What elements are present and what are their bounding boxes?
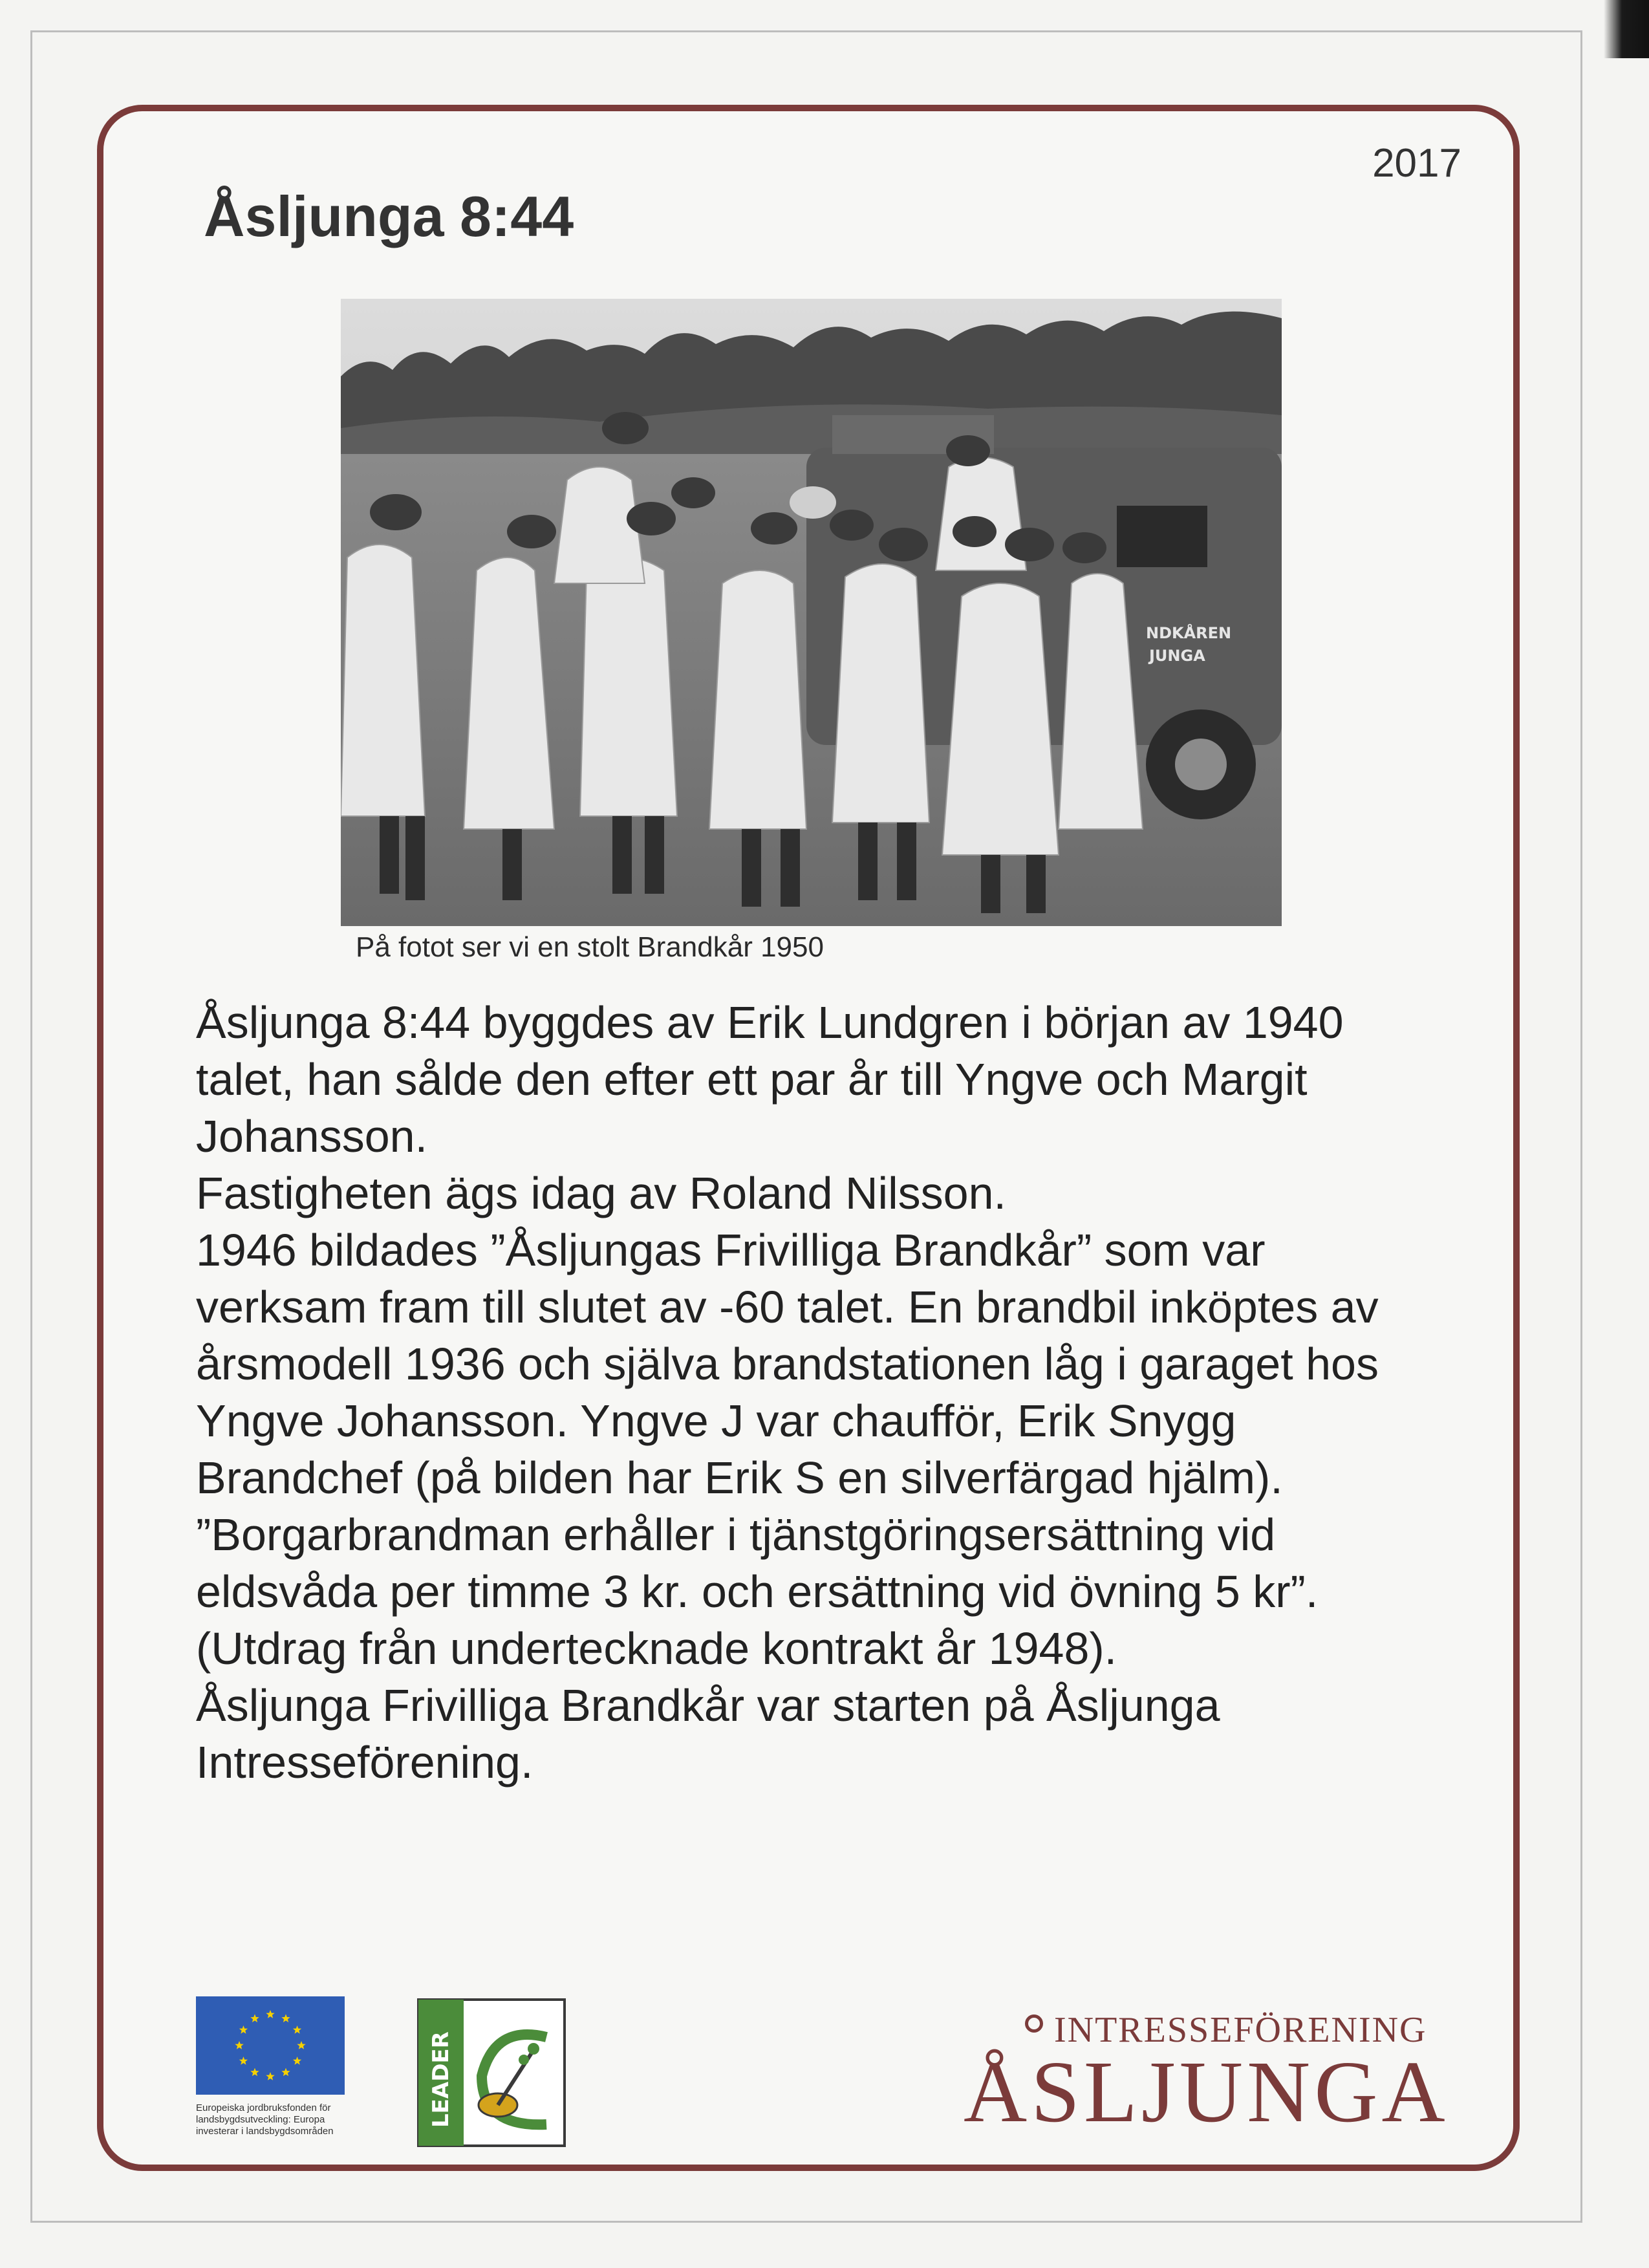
truck-lettering-2: JUNGA [1149, 647, 1205, 665]
scanner-edge-shadow [1604, 0, 1649, 58]
year-label: 2017 [1372, 141, 1461, 186]
body-paragraph-2: Fastigheten ägs idag av Roland Nilsson. [196, 1168, 1006, 1218]
body-paragraph-4: Åsljunga Frivilliga Brandkår var starten på Åsljunga Intresseförening. [196, 1680, 1220, 1787]
body-paragraph-3: 1946 bildades ”Åsljungas Frivilliga Brandkår” som var verksam fram till slutet av -60 talet. En brandbil inköptes av årsmodell 1936 och själva brandstationen låg i garaget hos Yngve Johansson. Yngve J var chaufför, Erik Snygg Brandchef (på bilden har Erik S en silverfärgad hjälm). ”Borgarbrandman erhåller i tjänstgöringsersättning vid eldsvåda per timme 3 kr. och ersättning vid övning 5 kr”. (Utdrag från undertecknade kontrakt år 1948). [196, 1225, 1379, 1674]
leader-logo [417, 1998, 566, 2147]
eu-flag-icon [196, 1996, 345, 2095]
eu-caption: Europeiska jordbruksfonden för landsbygdsutveckling: Europa investerar i landsbygdsområden [196, 2102, 334, 2137]
photo-caption: På fotot ser vi en stolt Brandkår 1950 [356, 931, 824, 963]
body-paragraph-1: Åsljunga 8:44 byggdes av Erik Lundgren i början av 1940 talet, han sålde den efter ett par år till Yngve och Margit Johansson. [196, 997, 1344, 1161]
page-title: Åsljunga 8:44 [204, 184, 574, 248]
info-card [97, 105, 1520, 2171]
historic-photo [341, 299, 1282, 926]
body-text [196, 994, 1425, 1791]
brand-subtitle: INTRESSEFÖRENING [1054, 2010, 1427, 2050]
truck-lettering-1: NDKÅREN [1146, 624, 1232, 642]
asljunga-brand-logo [964, 2009, 1474, 2145]
leader-label: LEADER [428, 2031, 454, 2128]
eu-logo [196, 1996, 351, 2137]
brand-ring-icon [1025, 2014, 1043, 2033]
brand-name: ÅSLJUNGA [964, 2044, 1449, 2141]
